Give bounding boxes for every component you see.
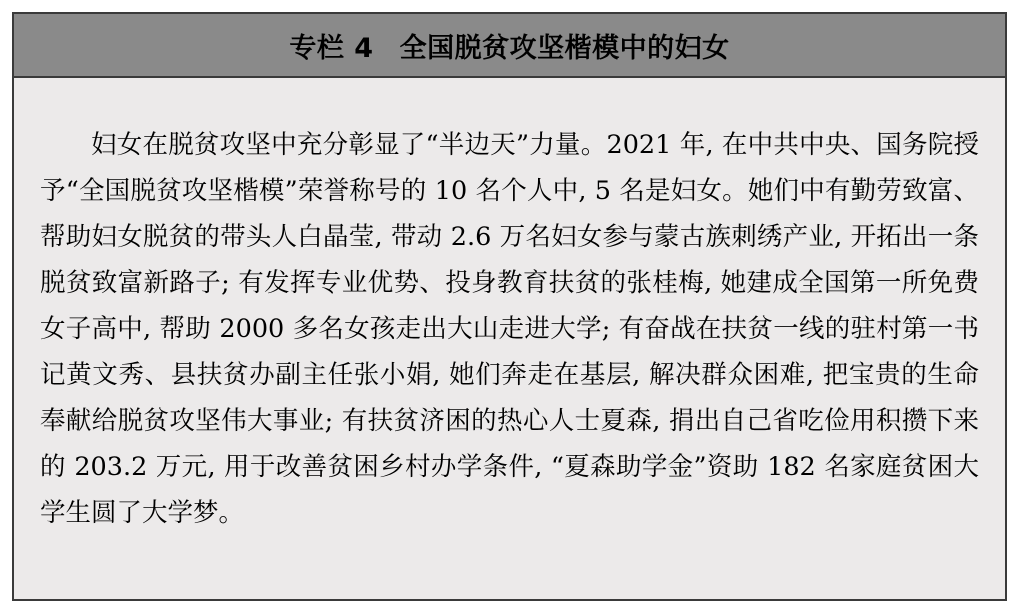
callout-box-number-label: 专栏 4 <box>289 32 374 64</box>
callout-box-title: 全国脱贫攻坚楷模中的妇女 <box>399 32 730 64</box>
callout-box-body <box>14 78 1005 599</box>
callout-body-paragraph: 妇女在脱贫攻坚中充分彰显了“半边天”力量。2021 年, 在中共中央、国务院授予“全国脱贫攻坚楷模”荣誉称号的 10 名个人中, 5 名是妇女。她们中有勤劳致富、帮助妇女脱贫的带头人白晶莹, 带动 2.6 万名妇女参与蒙古族刺绣产业, 开拓出一条脱贫致富新路子; 有发挥专业优势、投身教育扶贫的张桂梅, 她建成全国第一所免费女子高中, 帮助 2000 多名女孩走出大山走进大学; 有奋战在扶贫一线的驻村第一书记黄文秀、县扶贫办副主任张小娟, 她们奔走在基层, 解决群众困难, 把宝贵的生命奉献给脱贫攻坚伟大事业; 有扶贫济困的热心人士夏森, 捐出自己省吃俭用积攒下来的 203.2 万元, 用于改善贫困乡村办学条件, “夏森助学金”资助 182 名家庭贫困大学生圆了大学梦。 <box>40 129 979 528</box>
callout-box <box>12 12 1007 601</box>
callout-box-header <box>14 14 1005 78</box>
callout-box-header-inner <box>289 26 729 65</box>
